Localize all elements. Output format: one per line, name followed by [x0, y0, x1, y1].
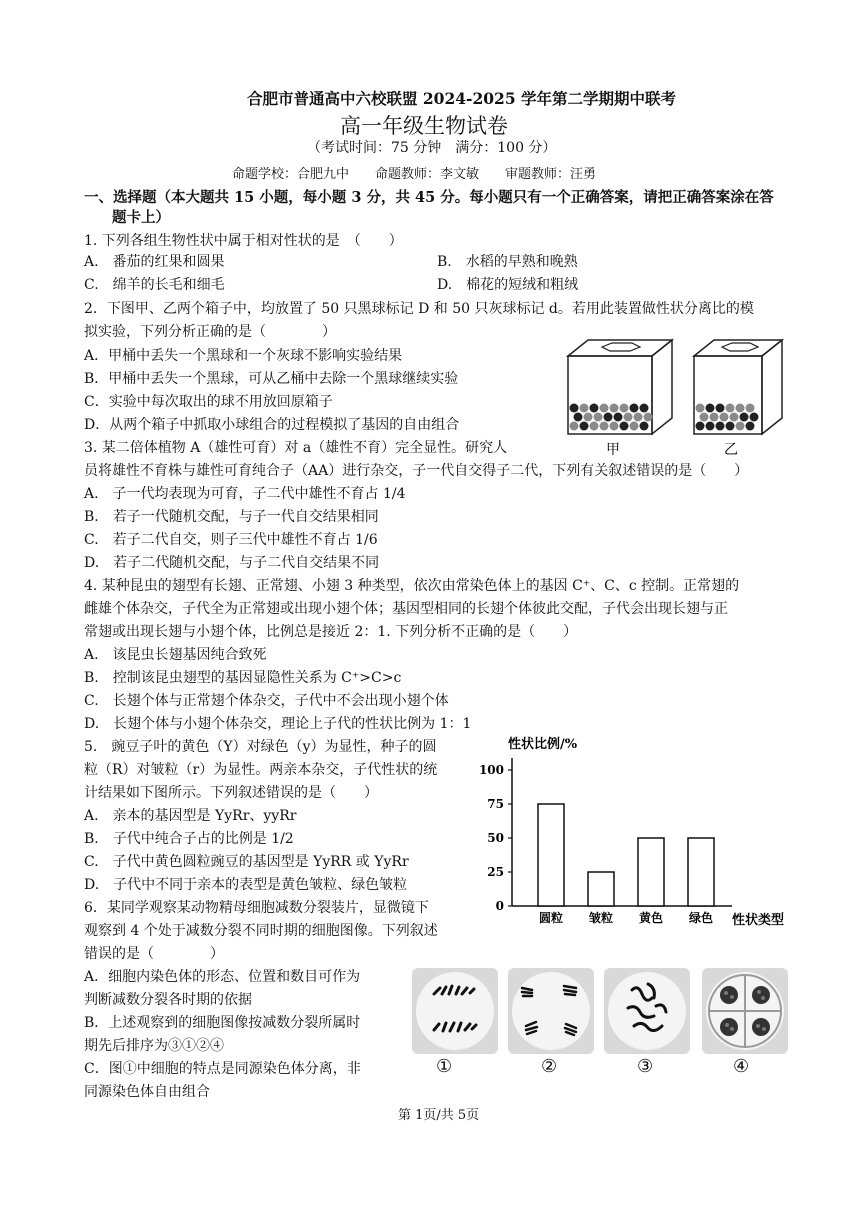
q2-stem-cont: 拟实验，下列分析正确的是（ ） — [84, 324, 336, 340]
ball — [610, 422, 619, 431]
section-heading: 一、选择题（本大题共 15 小题，每小题 3 分，共 45 分。每小题只有一个正确答案，请把正确答案涂在答 — [84, 189, 774, 206]
chart-category-label: 皱粒 — [588, 911, 614, 925]
micrograph-1 — [412, 968, 498, 1054]
ball — [644, 413, 653, 422]
chart-y-tick-label: 75 — [487, 797, 504, 811]
micrograph-1-label: ① — [436, 1056, 453, 1077]
q1-stem: 1. 下列各组生物性状中属于相对性状的是 （ ） — [84, 233, 403, 249]
q3-option-a: A. 子一代均表现为可育，子二代中雄性不育占 1/4 — [84, 486, 406, 502]
chart-y-tick-label: 0 — [495, 899, 504, 913]
q4-option-b: B. 控制该昆虫翅型的基因显隐性关系为 C⁺>C>c — [84, 670, 402, 686]
ball — [710, 413, 719, 422]
q6-option-a: A．细胞内染色体的形态、位置和数目可作为 — [84, 969, 361, 985]
q5-stem-cont1: 粒（R）对皱粒（r）为显性。两亲本杂交，子代性状的统 — [84, 762, 438, 778]
q5-option-a: A. 亲本的基因型是 YyRr、yyRr — [84, 808, 297, 824]
ball-boxes-figure — [560, 334, 790, 460]
trait-ratio-chart — [470, 728, 800, 936]
q2-option-c: C．实验中每次取出的球不用放回原箱子 — [84, 394, 333, 410]
box-jia-label: 甲 — [606, 442, 620, 458]
ball — [696, 422, 705, 431]
chart-y-tick-label: 100 — [478, 763, 504, 777]
q5-option-d: D. 子代中不同于亲本的表型是黄色皱粒、绿色皱粒 — [84, 877, 408, 893]
chart-category-label: 黄色 — [638, 911, 664, 925]
ball — [640, 404, 649, 413]
chart-bar — [638, 838, 664, 906]
ball — [574, 413, 583, 422]
chart-ylabel: 性状比例/% — [508, 737, 578, 752]
ball — [726, 422, 735, 431]
ball — [706, 422, 715, 431]
page-footer: 第 1页/共 5页 — [398, 1108, 480, 1123]
q1-option-c: C. 绵羊的长毛和细毛 — [84, 277, 225, 293]
q1-option-b: B. 水稻的早熟和晚熟 — [437, 254, 578, 270]
chart-y-tick-label: 50 — [487, 831, 504, 845]
q6-option-c-cont: 同源染色体自由组合 — [84, 1084, 210, 1100]
q6-stem: 6．某同学观察某动物精母细胞减数分裂装片，显微镜下 — [84, 900, 429, 916]
ball — [620, 404, 629, 413]
ball — [736, 422, 745, 431]
ball — [740, 413, 749, 422]
chart-category-label: 绿色 — [688, 911, 714, 925]
q4-option-c: C. 长翅个体与正常翅个体杂交，子代中不会出现小翅个体 — [84, 693, 449, 709]
exam-title: 高一年级生物试卷 — [340, 114, 508, 138]
box-yi-label: 乙 — [724, 442, 738, 458]
ball — [720, 413, 729, 422]
ball — [584, 413, 593, 422]
chart-category-label: 圆粒 — [538, 911, 564, 925]
micrograph-2-label: ② — [541, 1056, 558, 1077]
chart-bar — [588, 872, 614, 906]
ball — [716, 404, 725, 413]
q6-option-c: C．图①中细胞的特点是同源染色体分离，非 — [84, 1061, 361, 1077]
q2-stem: 2．下图甲、乙两个箱子中，均放置了 50 只黑球标记 D 和 50 只灰球标记 d。若用此装置做性状分离比的模 — [84, 301, 754, 317]
q1-option-d: D. 棉花的短绒和粗绒 — [437, 277, 579, 293]
ball — [570, 404, 579, 413]
ball — [630, 422, 639, 431]
q6-stem-cont2: 错误的是（ ） — [84, 946, 224, 962]
ball — [624, 413, 633, 422]
ball — [634, 413, 643, 422]
q5-stem-cont2: 计结果如下图所示。下列叙述错误的是（ ） — [84, 785, 378, 801]
ball — [730, 413, 739, 422]
ball — [630, 404, 639, 413]
ball — [580, 422, 589, 431]
ball — [716, 422, 725, 431]
q5-option-c: C. 子代中黄色圆粒豌豆的基因型是 YyRR 或 YyRr — [84, 854, 409, 870]
authors-line: 命题学校：合肥九中 命题教师：李文敏 审题教师：汪勇 — [232, 167, 597, 182]
exam-info: （考试时间：75 分钟 满分：100 分） — [307, 140, 557, 156]
ball — [580, 404, 589, 413]
q6-option-b: B．上述观察到的细胞图像按减数分裂所属时 — [84, 1015, 361, 1031]
q1-option-a: A. 番茄的红果和圆果 — [84, 254, 225, 270]
ball — [746, 422, 755, 431]
q5-stem: 5. 豌豆子叶的黄色（Y）对绿色（y）为显性，种子的圆 — [84, 739, 437, 755]
q3-option-d: D. 若子二代随机交配，与子二代自交结果不同 — [84, 555, 380, 571]
ball — [640, 422, 649, 431]
org-title: 合肥市普通高中六校联盟 2024-2025 学年第二学期期中联考 — [247, 89, 677, 108]
micrograph-4 — [702, 968, 788, 1054]
q6-option-b-cont: 期先后排序为③①②④ — [84, 1038, 224, 1054]
ball — [696, 404, 705, 413]
q2-option-a: A．甲桶中丢失一个黑球和一个灰球不影响实验结果 — [84, 348, 403, 364]
q6-stem-cont1: 观察到 4 个处于减数分裂不同时期的细胞图像。下列叙述 — [84, 923, 438, 939]
ball — [620, 422, 629, 431]
section-heading-cont: 题卡上） — [112, 209, 170, 226]
ball — [590, 422, 599, 431]
ball — [594, 413, 603, 422]
chart-bar — [538, 804, 564, 906]
micrograph-4-label: ④ — [733, 1056, 750, 1077]
micrograph-3-label: ③ — [637, 1056, 654, 1077]
ball — [590, 404, 599, 413]
ball — [706, 404, 715, 413]
ball — [600, 422, 609, 431]
ball — [614, 413, 623, 422]
q3-stem-cont: 员将雄性不育株与雄性可育纯合子（AA）进行杂交，子一代自交得子二代，下列有关叙述错误的是（ ） — [84, 463, 749, 479]
q2-option-d: D．从两个箱子中抓取小球组合的过程模拟了基因的自由组合 — [84, 417, 460, 433]
chart-y-tick-label: 25 — [487, 865, 504, 879]
ball — [600, 404, 609, 413]
q3-stem: 3. 某二倍体植物 A（雄性可育）对 a（雄性不育）完全显性。研究人 — [84, 440, 508, 456]
micrograph-3 — [604, 968, 690, 1054]
ball — [750, 413, 759, 422]
q3-option-c: C. 若子二代自交，则子三代中雄性不育占 1/6 — [84, 532, 378, 548]
ball — [700, 413, 709, 422]
q4-option-d: D. 长翅个体与小翅个体杂交，理论上子代的性状比例为 1：1 — [84, 716, 472, 732]
q3-option-b: B. 若子一代随机交配，与子一代自交结果相同 — [84, 509, 379, 525]
chart-bar — [688, 838, 714, 906]
ball — [610, 404, 619, 413]
ball — [570, 422, 579, 431]
ball — [604, 413, 613, 422]
q4-stem-cont2: 常翅或出现长翅与小翅个体，比例总是接近 2：1. 下列分析不正确的是（ ） — [84, 624, 578, 640]
ball — [746, 404, 755, 413]
micrograph-2 — [508, 968, 594, 1054]
q4-stem-cont1: 雌雄个体杂交，子代全为正常翅或出现小翅个体；基因型相同的长翅个体彼此交配，子代会出现长翅与正 — [84, 601, 728, 617]
q4-stem: 4. 某种昆虫的翅型有长翅、正常翅、小翅 3 种类型，依次由常染色体上的基因 C⁺、C、c 控制。正常翅的 — [84, 578, 740, 594]
chart-xlabel: 性状类型 — [732, 913, 785, 928]
q6-option-a-cont: 判断减数分裂各时期的依据 — [84, 992, 252, 1008]
q2-option-b: B．甲桶中丢失一个黑球，可从乙桶中去除一个黑球继续实验 — [84, 371, 459, 387]
q4-option-a: A. 该昆虫长翅基因纯合致死 — [84, 647, 267, 663]
q5-option-b: B. 子代中纯合子占的比例是 1/2 — [84, 831, 294, 847]
ball — [736, 404, 745, 413]
ball — [726, 404, 735, 413]
